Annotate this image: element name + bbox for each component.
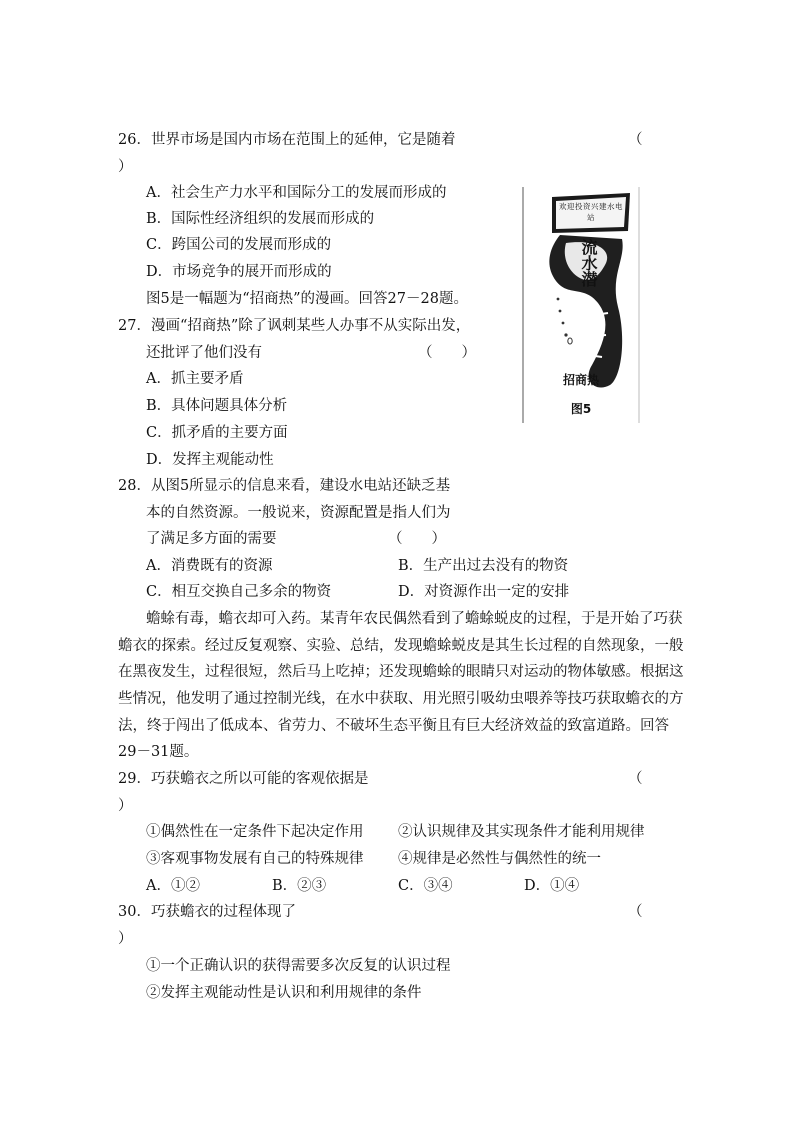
q26-option-d: D．市场竞争的展开而形成的 [146, 264, 332, 280]
q29-item-2: ②认识规律及其实现条件才能利用规律 [398, 824, 645, 840]
q28-option-b: B．生产出过去没有的物资 [398, 558, 569, 574]
q30-paren-close: ） [118, 931, 133, 947]
q29-option-d: D．①④ [524, 878, 580, 894]
q26-paren-close: ） [118, 159, 133, 175]
water-drop [557, 298, 560, 301]
passage-line-3: 在黑夜发生，过程很短，然后马上吃掉；还发现蟾蜍的眼睛只对运动的物体敏感。根据这 [118, 664, 684, 680]
q26-paren-open: （ [628, 132, 643, 148]
passage-line-1: 蟾蜍有毒，蟾衣却可入药。某青年农民偶然看到了蟾蜍蜕皮的过程，于是开始了巧获 [146, 611, 683, 627]
q28-stem-line1: 28．从图5所显示的信息来看，建设水电站还缺乏基 [118, 478, 451, 494]
q27-option-c: C．抓矛盾的主要方面 [146, 425, 288, 441]
q27-option-b: B．具体问题具体分析 [146, 398, 288, 414]
passage-line-4: 些情况，他发明了通过控制光线，在水中获取、用光照引吸幼虫喂养等技巧获取蟾衣的方 [118, 691, 684, 707]
intro-27-28: 图5是一幅题为“招商热”的漫画。回答27－28题。 [146, 291, 468, 307]
q26-option-b: B．国际性经济组织的发展而形成的 [146, 211, 375, 227]
q28-option-c: C．相互交换自己多余的物资 [146, 584, 332, 600]
q30-item-1: ①一个正确认识的获得需要多次反复的认识过程 [146, 958, 451, 974]
q27-stem-line1: 27．漫画“招商热”除了讽刺某些人办事不从实际出发， [118, 318, 471, 334]
water-drop [568, 338, 572, 344]
q28-option-d: D．对资源作出一定的安排 [398, 584, 570, 600]
q26-stem: 26．世界市场是国内市场在范围上的延伸，它是随着 [118, 132, 456, 148]
q30-item-2: ②发挥主观能动性是认识和利用规律的条件 [146, 985, 422, 1001]
water-drop [559, 310, 562, 313]
q29-item-4: ④规律是必然性与偶然性的统一 [398, 851, 601, 867]
cartoon-figure [522, 187, 640, 423]
q26-option-a: A．社会生产力水平和国际分工的发展而形成的 [146, 185, 447, 201]
q29-paren-open: （ [628, 771, 643, 787]
q29-item-3: ③客观事物发展有自己的特殊规律 [146, 851, 364, 867]
cartoon-caption: 招商热 [562, 373, 599, 387]
q27-paren: （ ） [418, 345, 476, 361]
passage-line-5: 法，终于闯出了低成本、省劳力、不破坏生态平衡且有巨大经济效益的致富道路。回答 [118, 718, 669, 734]
q28-option-a: A．消费既有的资源 [146, 558, 273, 574]
q28-stem-line3: 了满足多方面的需要 [146, 531, 277, 547]
sign-text: 欢迎投资兴建水电站 [559, 202, 623, 222]
q29-stem: 29．巧获蟾衣之所以可能的客观依据是 [118, 771, 369, 787]
q29-option-c: C．③④ [398, 878, 453, 894]
passage-line-2: 蟾衣的探索。经过反复观察、实验、总结，发现蟾蜍蜕皮是其生长过程的自然现象，一般 [118, 638, 684, 654]
q30-stem: 30．巧获蟾衣的过程体现了 [118, 904, 296, 920]
q29-item-1: ①偶然性在一定条件下起决定作用 [146, 824, 364, 840]
q27-stem-line2: 还批评了他们没有 [146, 345, 262, 361]
q28-stem-line2: 本的自然资源。一般说来，资源配置是指人们为 [146, 505, 451, 521]
q30-paren-open: （ [628, 904, 643, 920]
q29-paren-close: ） [118, 798, 133, 814]
water-drop [562, 322, 565, 325]
q29-option-b: B．②③ [272, 878, 327, 894]
figure-label: 图5 [570, 402, 592, 416]
q29-option-a: A．①② [146, 878, 200, 894]
q26-option-c: C．跨国公司的发展而形成的 [146, 237, 332, 253]
water-text: 流水潜 [579, 239, 598, 287]
passage-line-6: 29－31题。 [118, 744, 199, 760]
q27-option-a: A．抓主要矛盾 [146, 371, 244, 387]
water-drop [564, 333, 567, 336]
q27-option-d: D．发挥主观能动性 [146, 452, 274, 468]
q28-paren: （ ） [388, 531, 446, 547]
